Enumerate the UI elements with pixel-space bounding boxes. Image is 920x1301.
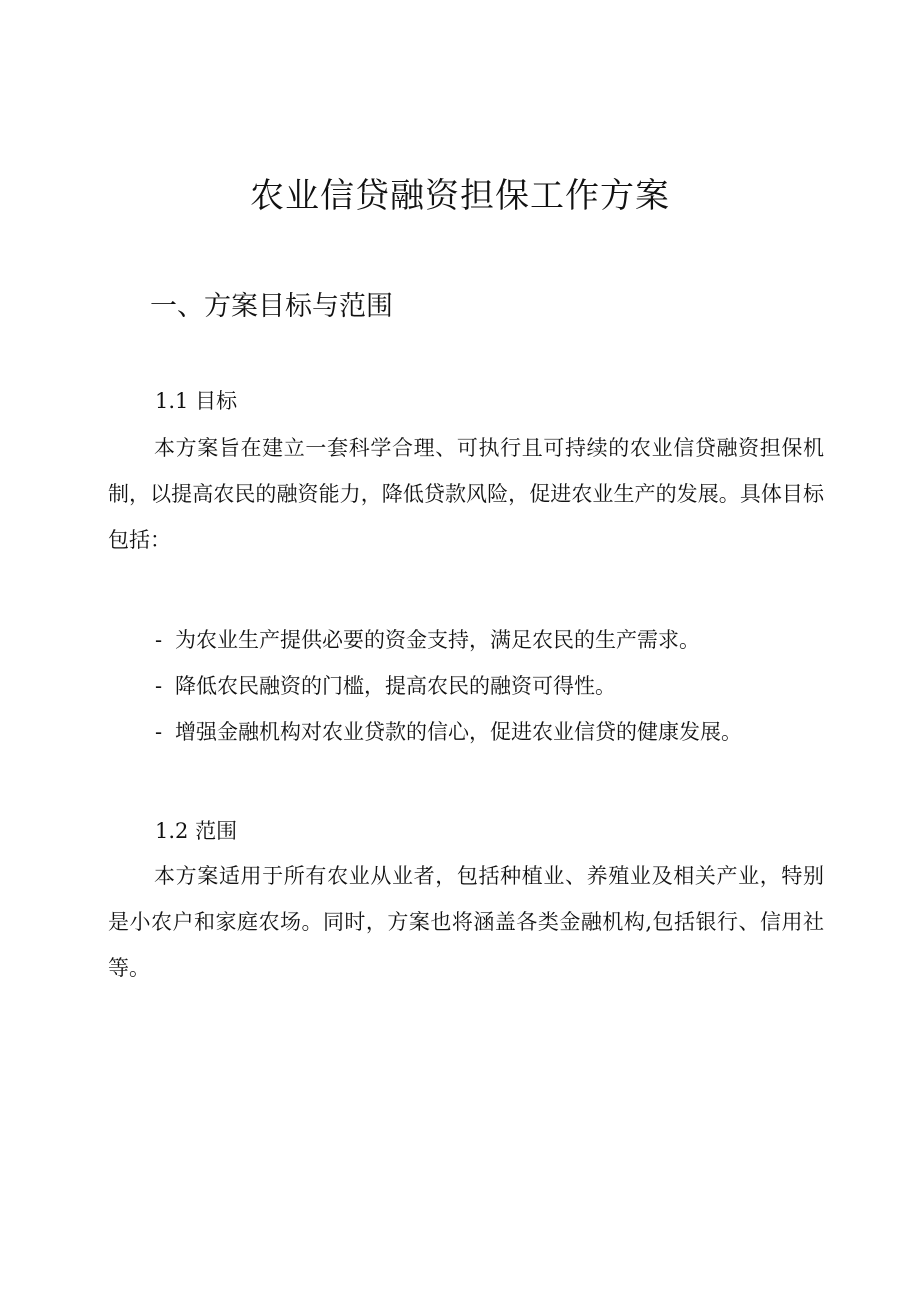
list-item-text: 增强金融机构对农业贷款的信心，促进农业信贷的健康发展。 — [175, 720, 742, 744]
dash-marker: - — [155, 674, 163, 698]
section-heading-goals-scope: 一、方案目标与范围 — [150, 291, 393, 322]
list-item — [155, 709, 742, 755]
scope-paragraph: 本方案适用于所有农业从业者，包括种植业、养殖业及相关产业，特别是小农户和家庭农场。同时，方案也将涵盖各类金融机构,包括银行、信用社等。 — [108, 864, 824, 980]
subsection-heading-goals: 1.1 目标 — [155, 389, 238, 413]
goals-paragraph: 本方案旨在建立一套科学合理、可执行且可持续的农业信贷融资担保机制，以提高农民的融资能力，降低贷款风险，促进农业生产的发展。具体目标包括： — [108, 436, 824, 552]
dash-marker: - — [155, 628, 163, 652]
goals-bullet-list — [155, 617, 742, 755]
dash-marker: - — [155, 720, 163, 744]
list-item — [155, 617, 742, 663]
list-item-text: 为农业生产提供必要的资金支持，满足农民的生产需求。 — [175, 628, 700, 652]
list-item — [155, 663, 742, 709]
document-title: 农业信贷融资担保工作方案 — [250, 176, 670, 216]
list-item-text: 降低农民融资的门槛，提高农民的融资可得性。 — [175, 674, 616, 698]
subsection-heading-scope: 1.2 范围 — [155, 819, 238, 843]
